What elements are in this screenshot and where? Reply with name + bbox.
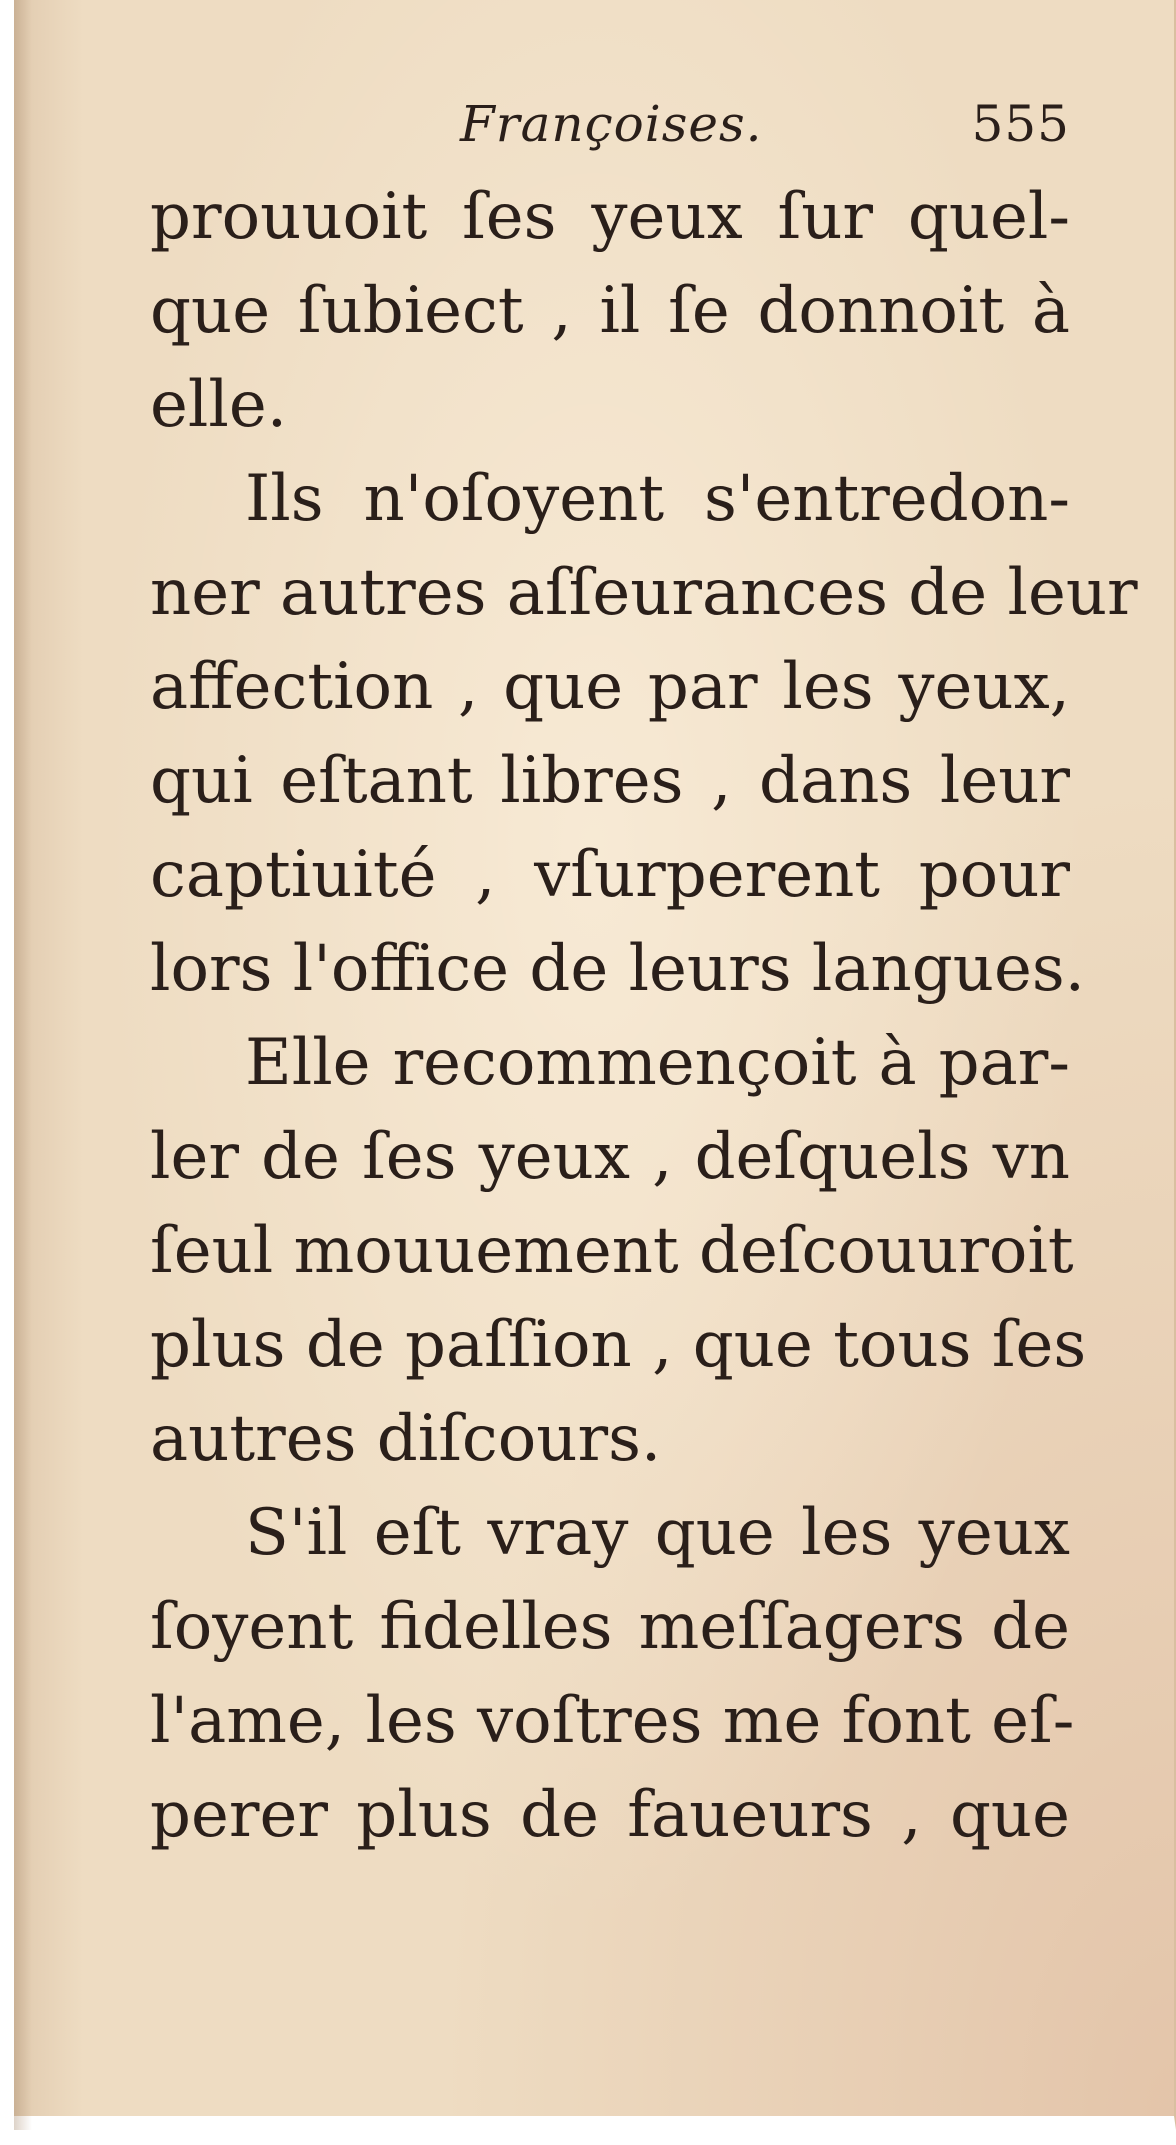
text-line: ner autres aſſeurances de leur — [150, 556, 1138, 630]
text-line: ſeul mouuement deſcouuroit — [150, 1214, 1074, 1288]
body-text — [150, 170, 1138, 1862]
text-line: l'ame, les voſtres me font eſ- — [150, 1684, 1075, 1758]
binding-shadow — [14, 0, 32, 2130]
text-line: S'il eſt vray que les yeux — [245, 1496, 1070, 1570]
text-line: ler de ſes yeux , deſquels vn — [150, 1120, 1070, 1194]
text-line: prouuoit ſes yeux ſur quel- — [150, 180, 1070, 254]
text-line: autres diſcours. — [150, 1402, 662, 1476]
page-header — [150, 95, 1070, 165]
text-line: Ils n'oſoyent s'entredon- — [245, 462, 1070, 536]
text-line: elle. — [150, 368, 288, 442]
running-title: Françoises. — [460, 95, 763, 153]
text-line: que ſubiect , il ſe donnoit à — [150, 274, 1070, 348]
text-line: qui eſtant libres , dans leur — [150, 744, 1070, 818]
text-line: perer plus de faueurs , que — [150, 1778, 1070, 1852]
text-line: lors l'office de leurs langues. — [150, 932, 1085, 1006]
text-line: ſoyent fidelles meſſagers de — [150, 1590, 1070, 1664]
text-line: affection , que par les yeux, — [150, 650, 1070, 724]
page-number: 555 — [971, 95, 1070, 153]
text-line: plus de paſſion , que tous ſes — [150, 1308, 1087, 1382]
text-line: Elle recommençoit à par- — [245, 1026, 1070, 1100]
text-line: captiuité , vſurperent pour — [150, 838, 1070, 912]
